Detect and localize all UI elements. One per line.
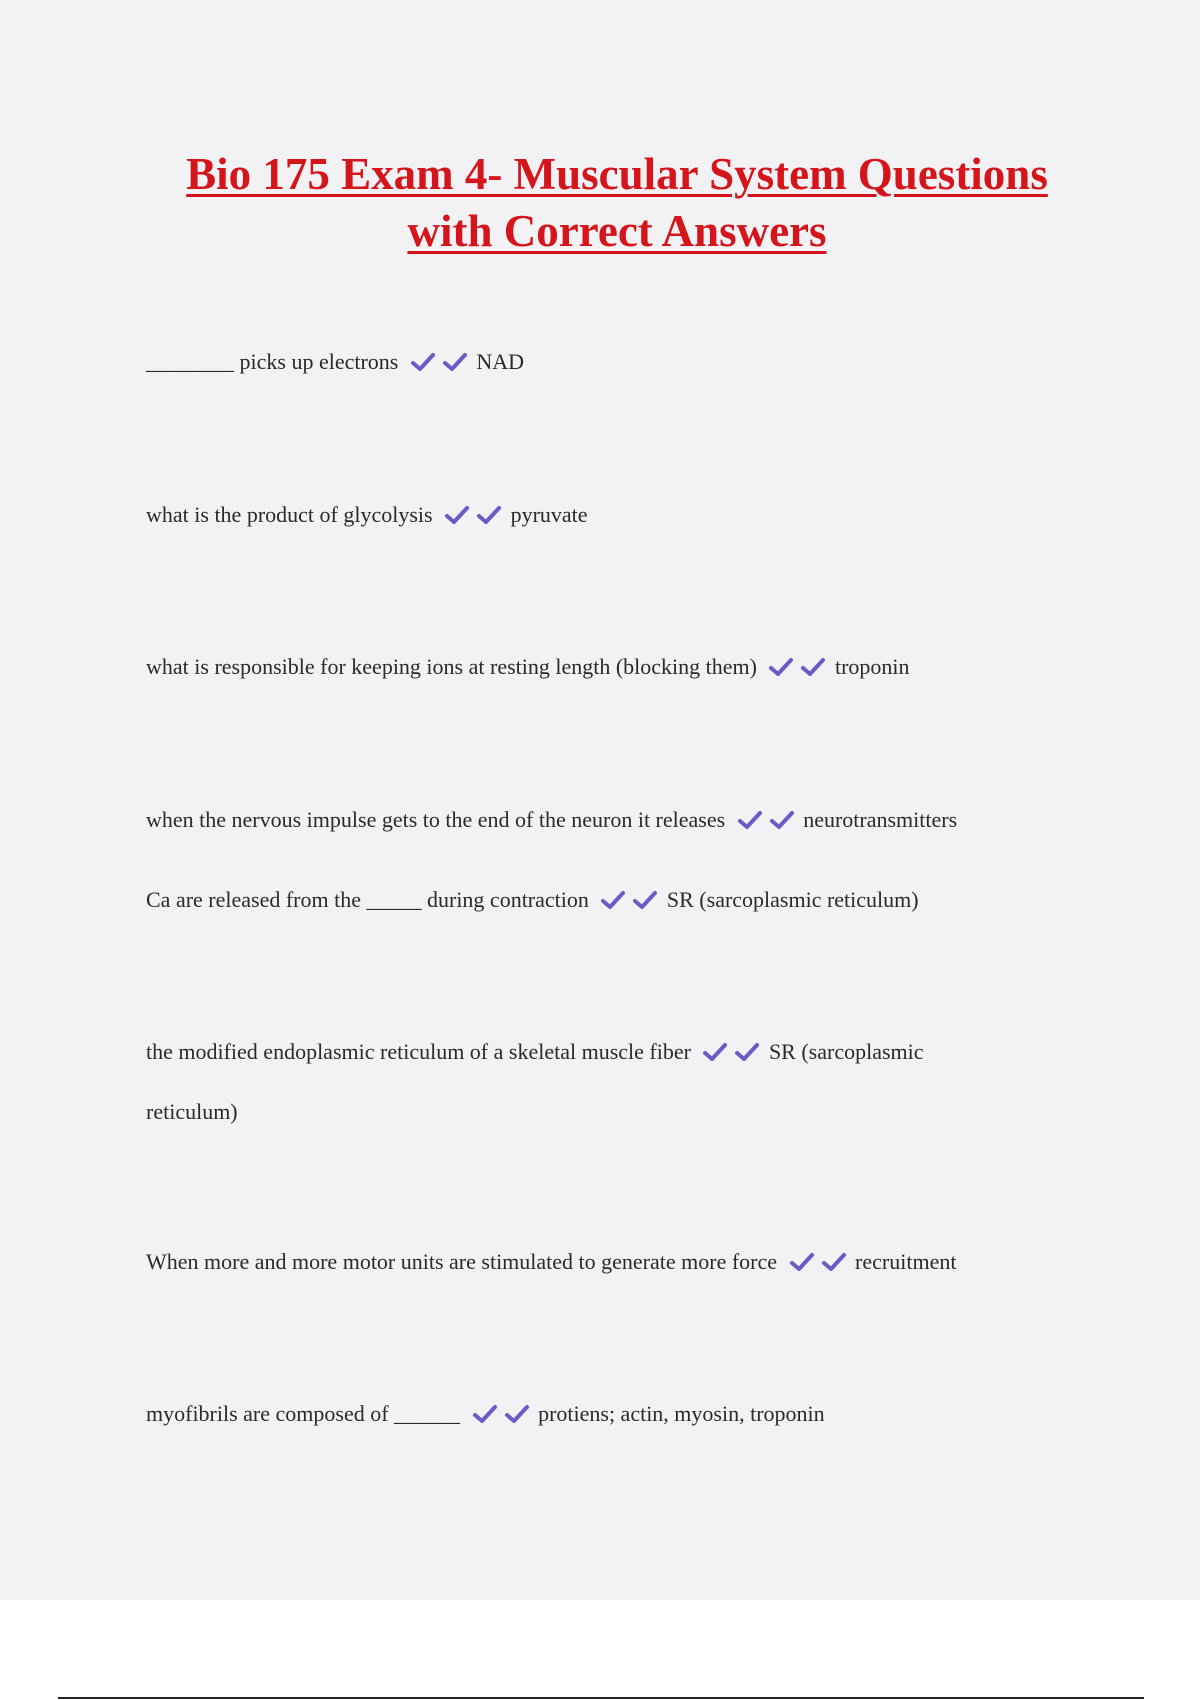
question-text: ________ picks up electrons xyxy=(146,349,399,374)
answer-text: pyruvate xyxy=(510,502,588,527)
question-text: what is responsible for keeping ions at resting length (blocking them) xyxy=(146,654,757,679)
qa-item xyxy=(146,790,1046,850)
check-icon xyxy=(702,1042,728,1062)
check-icon xyxy=(504,1404,530,1424)
qa-item xyxy=(146,870,1046,930)
question-text: myofibrils are composed of ______ xyxy=(146,1401,461,1426)
answer-text: neurotransmitters xyxy=(803,807,958,832)
answer-text: recruitment xyxy=(855,1249,957,1274)
check-icon xyxy=(734,1042,760,1062)
qa-item xyxy=(146,1022,1006,1142)
check-icon xyxy=(821,1252,847,1272)
check-icon xyxy=(472,1404,498,1424)
answer-text: troponin xyxy=(834,654,910,679)
qa-item xyxy=(146,637,1046,697)
title-line-1: Bio 175 Exam 4- Muscular System Questions xyxy=(186,149,1048,199)
title-line-2: with Correct Answers xyxy=(407,206,827,256)
question-text: what is the product of glycolysis xyxy=(146,502,433,527)
check-icon xyxy=(768,657,794,677)
check-icon xyxy=(410,352,436,372)
page-title xyxy=(0,146,1200,260)
qa-item xyxy=(146,485,1046,545)
qa-item xyxy=(146,1384,1046,1444)
check-icon xyxy=(737,810,763,830)
question-text: Ca are released from the _____ during contraction xyxy=(146,887,589,912)
check-icon xyxy=(632,890,658,910)
check-icon xyxy=(789,1252,815,1272)
check-icon xyxy=(769,810,795,830)
answer-text: SR (sarcoplasmic reticulum) xyxy=(666,887,919,912)
check-icon xyxy=(800,657,826,677)
answer-text: SR (sarcoplasmic reticulum) xyxy=(146,1039,924,1124)
qa-item xyxy=(146,332,1046,392)
qa-item xyxy=(146,1232,1046,1292)
check-icon xyxy=(442,352,468,372)
question-text: when the nervous impulse gets to the end of the neuron it releases xyxy=(146,807,726,832)
answer-text: NAD xyxy=(476,349,525,374)
check-icon xyxy=(476,505,502,525)
check-icon xyxy=(444,505,470,525)
answer-text: protiens; actin, myosin, troponin xyxy=(538,1401,825,1426)
question-text: the modified endoplasmic reticulum of a skeletal muscle fiber xyxy=(146,1039,691,1064)
footer-divider xyxy=(58,1697,1144,1699)
question-text: When more and more motor units are stimulated to generate more force xyxy=(146,1249,778,1274)
check-icon xyxy=(600,890,626,910)
